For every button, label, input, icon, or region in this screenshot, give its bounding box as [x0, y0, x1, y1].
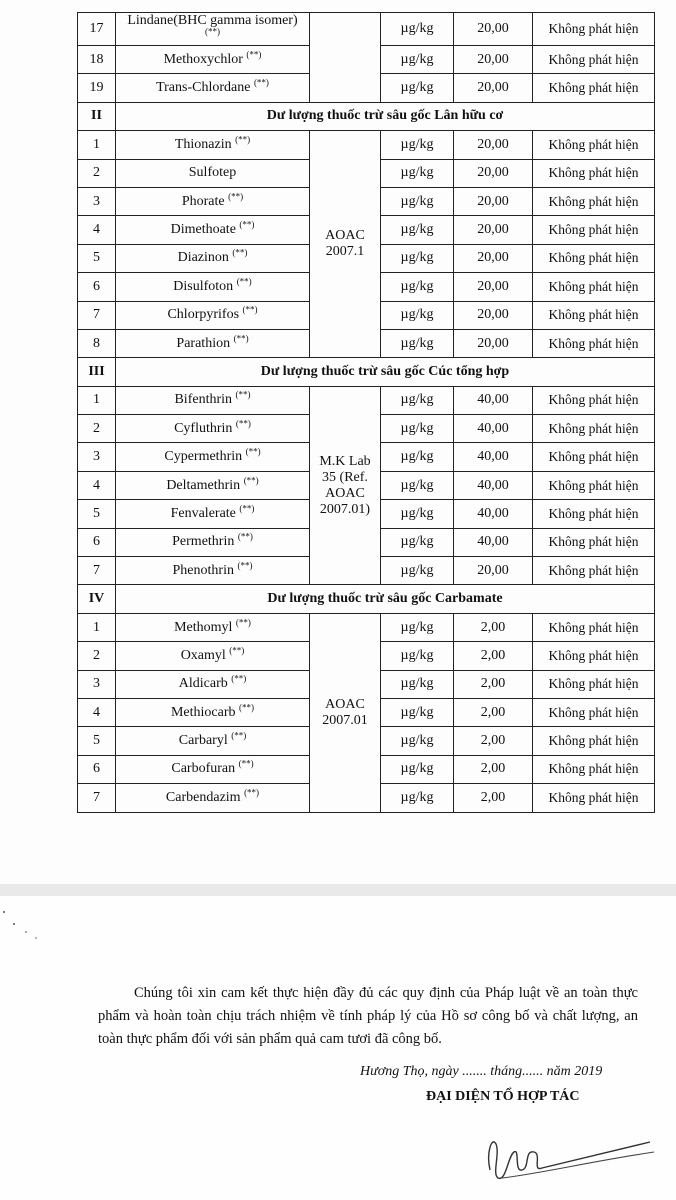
analyte-name-text: Lindane(BHC gamma isomer) — [127, 13, 298, 28]
analyte-name — [116, 131, 310, 159]
analyte-name — [116, 784, 310, 812]
limit-value: 20,00 — [454, 216, 533, 244]
limit-value: 40,00 — [454, 528, 533, 556]
footnote-mark: (**) — [237, 531, 253, 542]
row-number: 7 — [78, 301, 116, 329]
unit-cell: µg/kg — [381, 216, 454, 244]
unit-cell: µg/kg — [381, 443, 454, 471]
analyte-name-text: Sulfotep — [188, 165, 237, 181]
commitment-text: Chúng tôi xin cam kết thực hiện đầy đủ các quy định của Pháp luật về an toàn thực phẩm và hoàn toàn chịu trách nhiệm về tính pháp lý của Hồ sơ công bố và chất lượng, an toàn thực phẩm đối với sản phẩm quả cam tươi đã công bố. — [98, 985, 638, 1047]
test-method-line: 2007.01) — [319, 501, 371, 517]
footnote-mark: (**) — [236, 276, 252, 287]
row-number: 3 — [78, 670, 116, 698]
row-number: 6 — [78, 528, 116, 556]
analyte-name — [116, 74, 310, 102]
analyte-name — [116, 443, 310, 471]
limit-value: 20,00 — [454, 13, 533, 46]
results-table-body — [78, 13, 655, 813]
analyte-name — [116, 216, 310, 244]
analyte-name-text: Carbaryl — [178, 733, 228, 749]
row-number: 7 — [78, 784, 116, 812]
analyte-name — [116, 273, 310, 301]
result-cell: Không phát hiện — [533, 613, 655, 641]
section-number: III — [78, 358, 116, 386]
limit-value: 20,00 — [454, 273, 533, 301]
analyte-name — [116, 727, 310, 755]
unit-cell: µg/kg — [381, 131, 454, 159]
analyte-name — [116, 159, 310, 187]
section-title: Dư lượng thuốc trừ sâu gốc Carbamate — [116, 585, 655, 613]
analyte-name — [116, 386, 310, 414]
analyte-name-text: Methiocarb — [170, 704, 236, 720]
unit-cell: µg/kg — [381, 698, 454, 726]
result-cell: Không phát hiện — [533, 329, 655, 357]
analyte-name-text: Thionazin — [174, 136, 232, 152]
unit-cell: µg/kg — [381, 500, 454, 528]
result-cell: Không phát hiện — [533, 443, 655, 471]
analyte-name — [116, 613, 310, 641]
footnote-mark: (**) — [235, 389, 251, 400]
result-cell: Không phát hiện — [533, 500, 655, 528]
unit-cell: µg/kg — [381, 727, 454, 755]
row-number: 5 — [78, 727, 116, 755]
unit-cell: µg/kg — [381, 187, 454, 215]
limit-value: 20,00 — [454, 187, 533, 215]
unit-cell: µg/kg — [381, 159, 454, 187]
result-cell: Không phát hiện — [533, 471, 655, 499]
unit-cell: µg/kg — [381, 670, 454, 698]
footnote-mark: (**) — [229, 645, 245, 656]
analyte-name-text: Methoxychlor — [163, 51, 243, 67]
unit-cell: µg/kg — [381, 74, 454, 102]
analyte-name — [116, 670, 310, 698]
row-number: 2 — [78, 415, 116, 443]
limit-value: 2,00 — [454, 698, 533, 726]
unit-cell: µg/kg — [381, 301, 454, 329]
limit-value: 2,00 — [454, 642, 533, 670]
analyte-name — [116, 415, 310, 443]
result-cell: Không phát hiện — [533, 698, 655, 726]
analyte-name-text: Disulfoton — [173, 278, 234, 294]
scan-specks — [0, 904, 60, 944]
limit-value: 20,00 — [454, 244, 533, 272]
footnote-mark: (**) — [243, 474, 259, 485]
result-cell: Không phát hiện — [533, 273, 655, 301]
limit-value: 2,00 — [454, 784, 533, 812]
test-method-line: 2007.01 — [322, 712, 368, 728]
analyte-name-text: Carbendazim — [165, 789, 241, 805]
limit-value: 20,00 — [454, 159, 533, 187]
test-method — [310, 613, 381, 812]
result-cell: Không phát hiện — [533, 244, 655, 272]
footnote-mark: (**) — [239, 503, 255, 514]
unit-cell: µg/kg — [381, 244, 454, 272]
analyte-name-text: Oxamyl — [180, 647, 226, 663]
analyte-name — [116, 13, 310, 46]
analyte-name-text: Methomyl — [174, 619, 233, 635]
analyte-name — [116, 755, 310, 783]
analyte-name — [116, 471, 310, 499]
result-cell: Không phát hiện — [533, 187, 655, 215]
unit-cell: µg/kg — [381, 13, 454, 46]
row-number: 4 — [78, 698, 116, 726]
footnote-mark: (**) — [235, 134, 251, 145]
row-number: 6 — [78, 755, 116, 783]
analyte-name-text: Dimethoate — [170, 222, 236, 238]
result-cell: Không phát hiện — [533, 131, 655, 159]
section-row — [78, 358, 655, 386]
unit-cell: µg/kg — [381, 329, 454, 357]
footnote-mark: (**) — [245, 446, 261, 457]
limit-value: 2,00 — [454, 670, 533, 698]
footnote-mark: (**) — [235, 616, 251, 627]
analyte-name-text: Trans-Chlordane — [156, 80, 251, 96]
row-number: 2 — [78, 159, 116, 187]
test-method — [310, 13, 381, 103]
test-method-line: AOAC — [325, 696, 365, 712]
limit-value: 40,00 — [454, 500, 533, 528]
section-row — [78, 585, 655, 613]
unit-cell: µg/kg — [381, 471, 454, 499]
row-number: 18 — [78, 46, 116, 74]
test-method-line: AOAC — [325, 228, 365, 244]
row-number: 17 — [78, 13, 116, 46]
section-title: Dư lượng thuốc trừ sâu gốc Cúc tổng hợp — [116, 358, 655, 386]
analyte-name-text: Diazinon — [177, 250, 229, 266]
footnote-mark: (**) — [233, 332, 249, 343]
footnote-mark: (**) — [239, 219, 255, 230]
row-number: 5 — [78, 500, 116, 528]
analyte-name-text: Fenvalerate — [170, 505, 236, 521]
limit-value: 20,00 — [454, 74, 533, 102]
row-number: 4 — [78, 471, 116, 499]
section-number: II — [78, 102, 116, 130]
test-method-line: M.K Lab — [319, 453, 371, 469]
page-separator — [0, 884, 676, 896]
result-cell: Không phát hiện — [533, 755, 655, 783]
footnote-mark: (**) — [235, 418, 251, 429]
table-row — [78, 13, 655, 46]
analyte-name-text: Parathion — [176, 335, 231, 351]
analyte-name-text: Cypermethrin — [164, 449, 243, 465]
unit-cell: µg/kg — [381, 613, 454, 641]
row-number: 5 — [78, 244, 116, 272]
footnote-mark: (**) — [238, 758, 254, 769]
footnote-mark: (**) — [246, 49, 262, 60]
footnote-mark: (**) — [231, 730, 247, 741]
limit-value: 2,00 — [454, 755, 533, 783]
row-number: 6 — [78, 273, 116, 301]
limit-value: 40,00 — [454, 386, 533, 414]
limit-value: 20,00 — [454, 46, 533, 74]
test-method-line: AOAC — [325, 485, 365, 501]
analyte-name — [116, 557, 310, 585]
representative-title: ĐẠI DIỆN TỔ HỢP TÁC — [426, 1089, 580, 1104]
analyte-name-text: Bifenthrin — [174, 392, 233, 408]
result-cell: Không phát hiện — [533, 74, 655, 102]
analyte-name-text: Deltamethrin — [166, 477, 241, 493]
result-cell: Không phát hiện — [533, 642, 655, 670]
analyte-name — [116, 301, 310, 329]
row-number: 1 — [78, 613, 116, 641]
limit-value: 2,00 — [454, 727, 533, 755]
unit-cell: µg/kg — [381, 755, 454, 783]
row-number: 2 — [78, 642, 116, 670]
row-number: 1 — [78, 386, 116, 414]
footnote-mark: (**) — [242, 304, 258, 315]
analyte-name-text: Phorate — [181, 193, 225, 209]
analyte-name-text: Permethrin — [172, 534, 235, 550]
test-method-line: 2007.1 — [325, 244, 365, 260]
table-row — [78, 386, 655, 414]
analyte-name — [116, 500, 310, 528]
row-number: 7 — [78, 557, 116, 585]
limit-value: 40,00 — [454, 443, 533, 471]
footnote-mark: (**) — [228, 190, 244, 201]
analyte-name-text: Phenothrin — [172, 562, 234, 578]
pesticide-results-table — [77, 12, 655, 813]
result-cell: Không phát hiện — [533, 727, 655, 755]
section-number: IV — [78, 585, 116, 613]
footnote-mark: (**) — [232, 247, 248, 258]
table-row — [78, 613, 655, 641]
unit-cell: µg/kg — [381, 784, 454, 812]
result-cell: Không phát hiện — [533, 386, 655, 414]
analyte-name-text: Chlorpyrifos — [167, 307, 240, 323]
footnote-mark: (**) — [231, 673, 247, 684]
analyte-name — [116, 244, 310, 272]
result-cell: Không phát hiện — [533, 784, 655, 812]
handwritten-signature — [478, 1122, 658, 1192]
row-number: 3 — [78, 443, 116, 471]
result-cell: Không phát hiện — [533, 46, 655, 74]
analyte-name — [116, 698, 310, 726]
row-number: 4 — [78, 216, 116, 244]
analyte-name — [116, 187, 310, 215]
unit-cell: µg/kg — [381, 46, 454, 74]
unit-cell: µg/kg — [381, 386, 454, 414]
limit-value: 2,00 — [454, 613, 533, 641]
test-method-line: 35 (Ref. — [322, 469, 368, 485]
table-row — [78, 131, 655, 159]
result-cell: Không phát hiện — [533, 415, 655, 443]
analyte-name-text: Carbofuran — [171, 761, 236, 777]
limit-value: 20,00 — [454, 557, 533, 585]
place-date-line: Hương Thọ, ngày ....... tháng...... năm 2019 — [360, 1064, 603, 1079]
footnote-mark: (**) — [244, 787, 260, 798]
limit-value: 40,00 — [454, 415, 533, 443]
row-number: 3 — [78, 187, 116, 215]
test-method — [310, 131, 381, 358]
row-number: 1 — [78, 131, 116, 159]
unit-cell: µg/kg — [381, 415, 454, 443]
analyte-name — [116, 46, 310, 74]
section-row — [78, 102, 655, 130]
footnote-mark: (**) — [253, 77, 269, 88]
result-cell: Không phát hiện — [533, 528, 655, 556]
row-number: 19 — [78, 74, 116, 102]
row-number: 8 — [78, 329, 116, 357]
unit-cell: µg/kg — [381, 642, 454, 670]
commitment-statement — [98, 982, 638, 1051]
analyte-name — [116, 642, 310, 670]
result-cell: Không phát hiện — [533, 13, 655, 46]
analyte-name-text: Cyfluthrin — [174, 420, 233, 436]
analyte-name — [116, 528, 310, 556]
result-cell: Không phát hiện — [533, 159, 655, 187]
footnote-mark: (**) — [237, 560, 253, 571]
limit-value: 20,00 — [454, 301, 533, 329]
result-cell: Không phát hiện — [533, 670, 655, 698]
limit-value: 20,00 — [454, 329, 533, 357]
analyte-name — [116, 329, 310, 357]
limit-value: 20,00 — [454, 131, 533, 159]
result-cell: Không phát hiện — [533, 216, 655, 244]
unit-cell: µg/kg — [381, 557, 454, 585]
analyte-name-text: Aldicarb — [178, 676, 228, 692]
limit-value: 40,00 — [454, 471, 533, 499]
section-title: Dư lượng thuốc trừ sâu gốc Lân hữu cơ — [116, 102, 655, 130]
result-cell: Không phát hiện — [533, 301, 655, 329]
unit-cell: µg/kg — [381, 273, 454, 301]
result-cell: Không phát hiện — [533, 557, 655, 585]
unit-cell: µg/kg — [381, 528, 454, 556]
footnote-mark: (**) — [205, 26, 220, 37]
footnote-mark: (**) — [239, 702, 255, 713]
test-method — [310, 386, 381, 585]
